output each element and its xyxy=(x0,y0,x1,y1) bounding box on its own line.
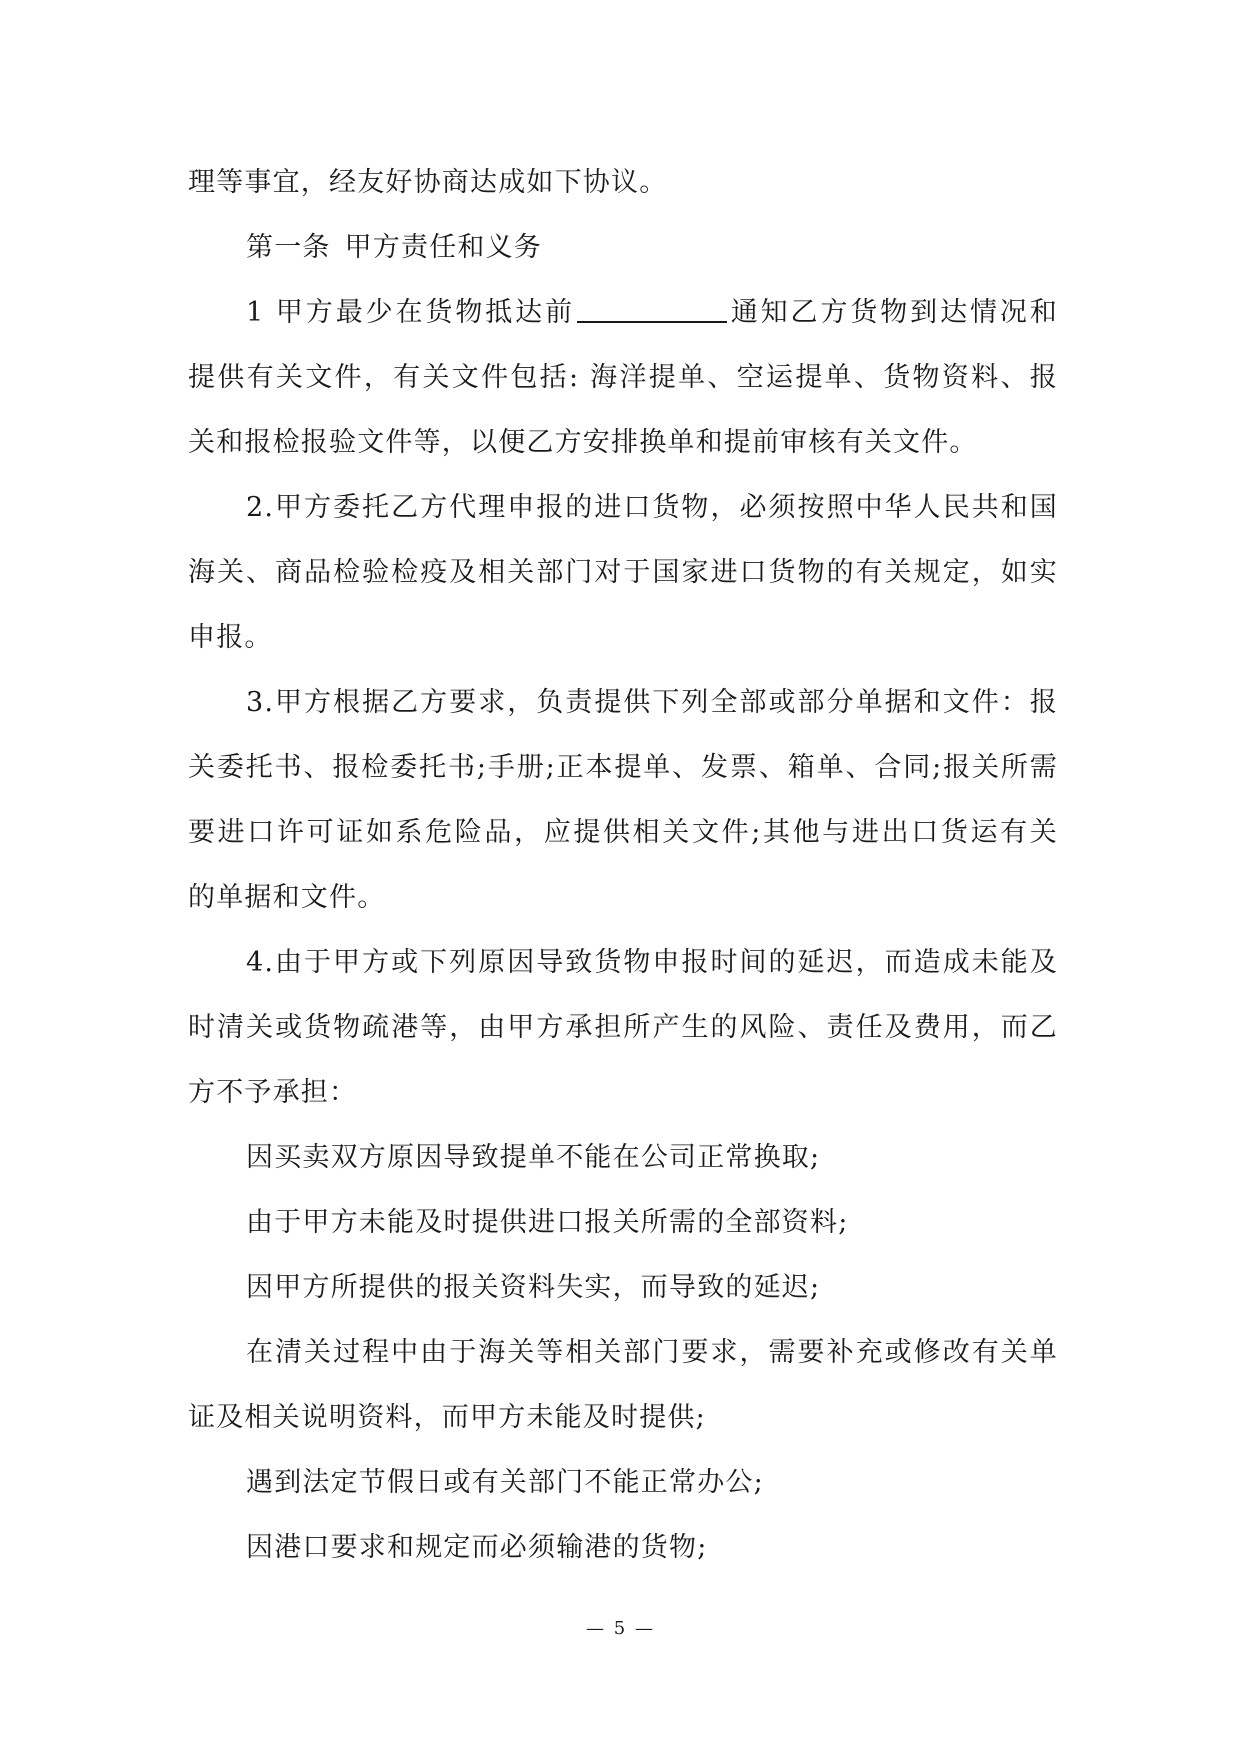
text-line: 提供有关文件，有关文件包括: 海洋提单、空运提单、货物资料、报 xyxy=(188,362,1058,393)
article-number: 第一条 xyxy=(246,232,331,263)
text-line xyxy=(188,280,1058,345)
article-heading xyxy=(188,215,1058,280)
list-item: 因甲方所提供的报关资料失实，而导致的延迟; xyxy=(246,1272,821,1303)
list-item: 由于甲方未能及时提供进口报关所需的全部资料; xyxy=(246,1207,849,1238)
list-item: 因港口要求和规定而必须输港的货物; xyxy=(246,1532,708,1563)
article-title: 甲方责任和义务 xyxy=(344,232,543,263)
text-line: 关和报检报验文件等，以便乙方安排换单和提前审核有关文件。 xyxy=(188,427,978,458)
clause-text-start: 1 甲方最少在货物抵达前 xyxy=(246,297,575,328)
list-item: 在清关过程中由于海关等相关部门要求，需要补充或修改有关单 xyxy=(246,1337,1058,1368)
text-line: 3.甲方根据乙方要求，负责提供下列全部或部分单据和文件：报 xyxy=(246,687,1058,718)
list-item: 因买卖双方原因导致提单不能在公司正常换取; xyxy=(246,1142,821,1173)
list-item: 遇到法定节假日或有关部门不能正常办公; xyxy=(246,1467,764,1498)
text-line: 的单据和文件。 xyxy=(188,882,386,913)
text-line: 方不予承担： xyxy=(188,1077,358,1108)
text-line: 要进口许可证如系危险品，应提供相关文件;其他与进出口货运有关 xyxy=(188,817,1058,848)
text-line: 关委托书、报检委托书;手册;正本提单、发票、箱单、合同;报关所需 xyxy=(188,752,1058,783)
clause-text-end: 通知乙方货物到达情况和 xyxy=(728,297,1058,328)
text-line: 2.甲方委托乙方代理申报的进口货物，必须按照中华人民共和国 xyxy=(246,492,1058,523)
text-line: 4.由于甲方或下列原因导致货物申报时间的延迟，而造成未能及 xyxy=(246,947,1058,978)
text-line: 时清关或货物疏港等，由甲方承担所产生的风险、责任及费用，而乙 xyxy=(188,1012,1058,1043)
text-line: 理等事宜，经友好协商达成如下协议。 xyxy=(188,167,668,198)
text-line: 申报。 xyxy=(188,622,273,653)
document-body xyxy=(188,150,1058,1580)
fill-in-blank xyxy=(577,295,727,323)
page-number: — 5 — xyxy=(586,1618,655,1639)
text-line: 证及相关说明资料，而甲方未能及时提供; xyxy=(188,1402,706,1433)
text-line: 海关、商品检验检疫及相关部门对于国家进口货物的有关规定，如实 xyxy=(188,557,1058,588)
